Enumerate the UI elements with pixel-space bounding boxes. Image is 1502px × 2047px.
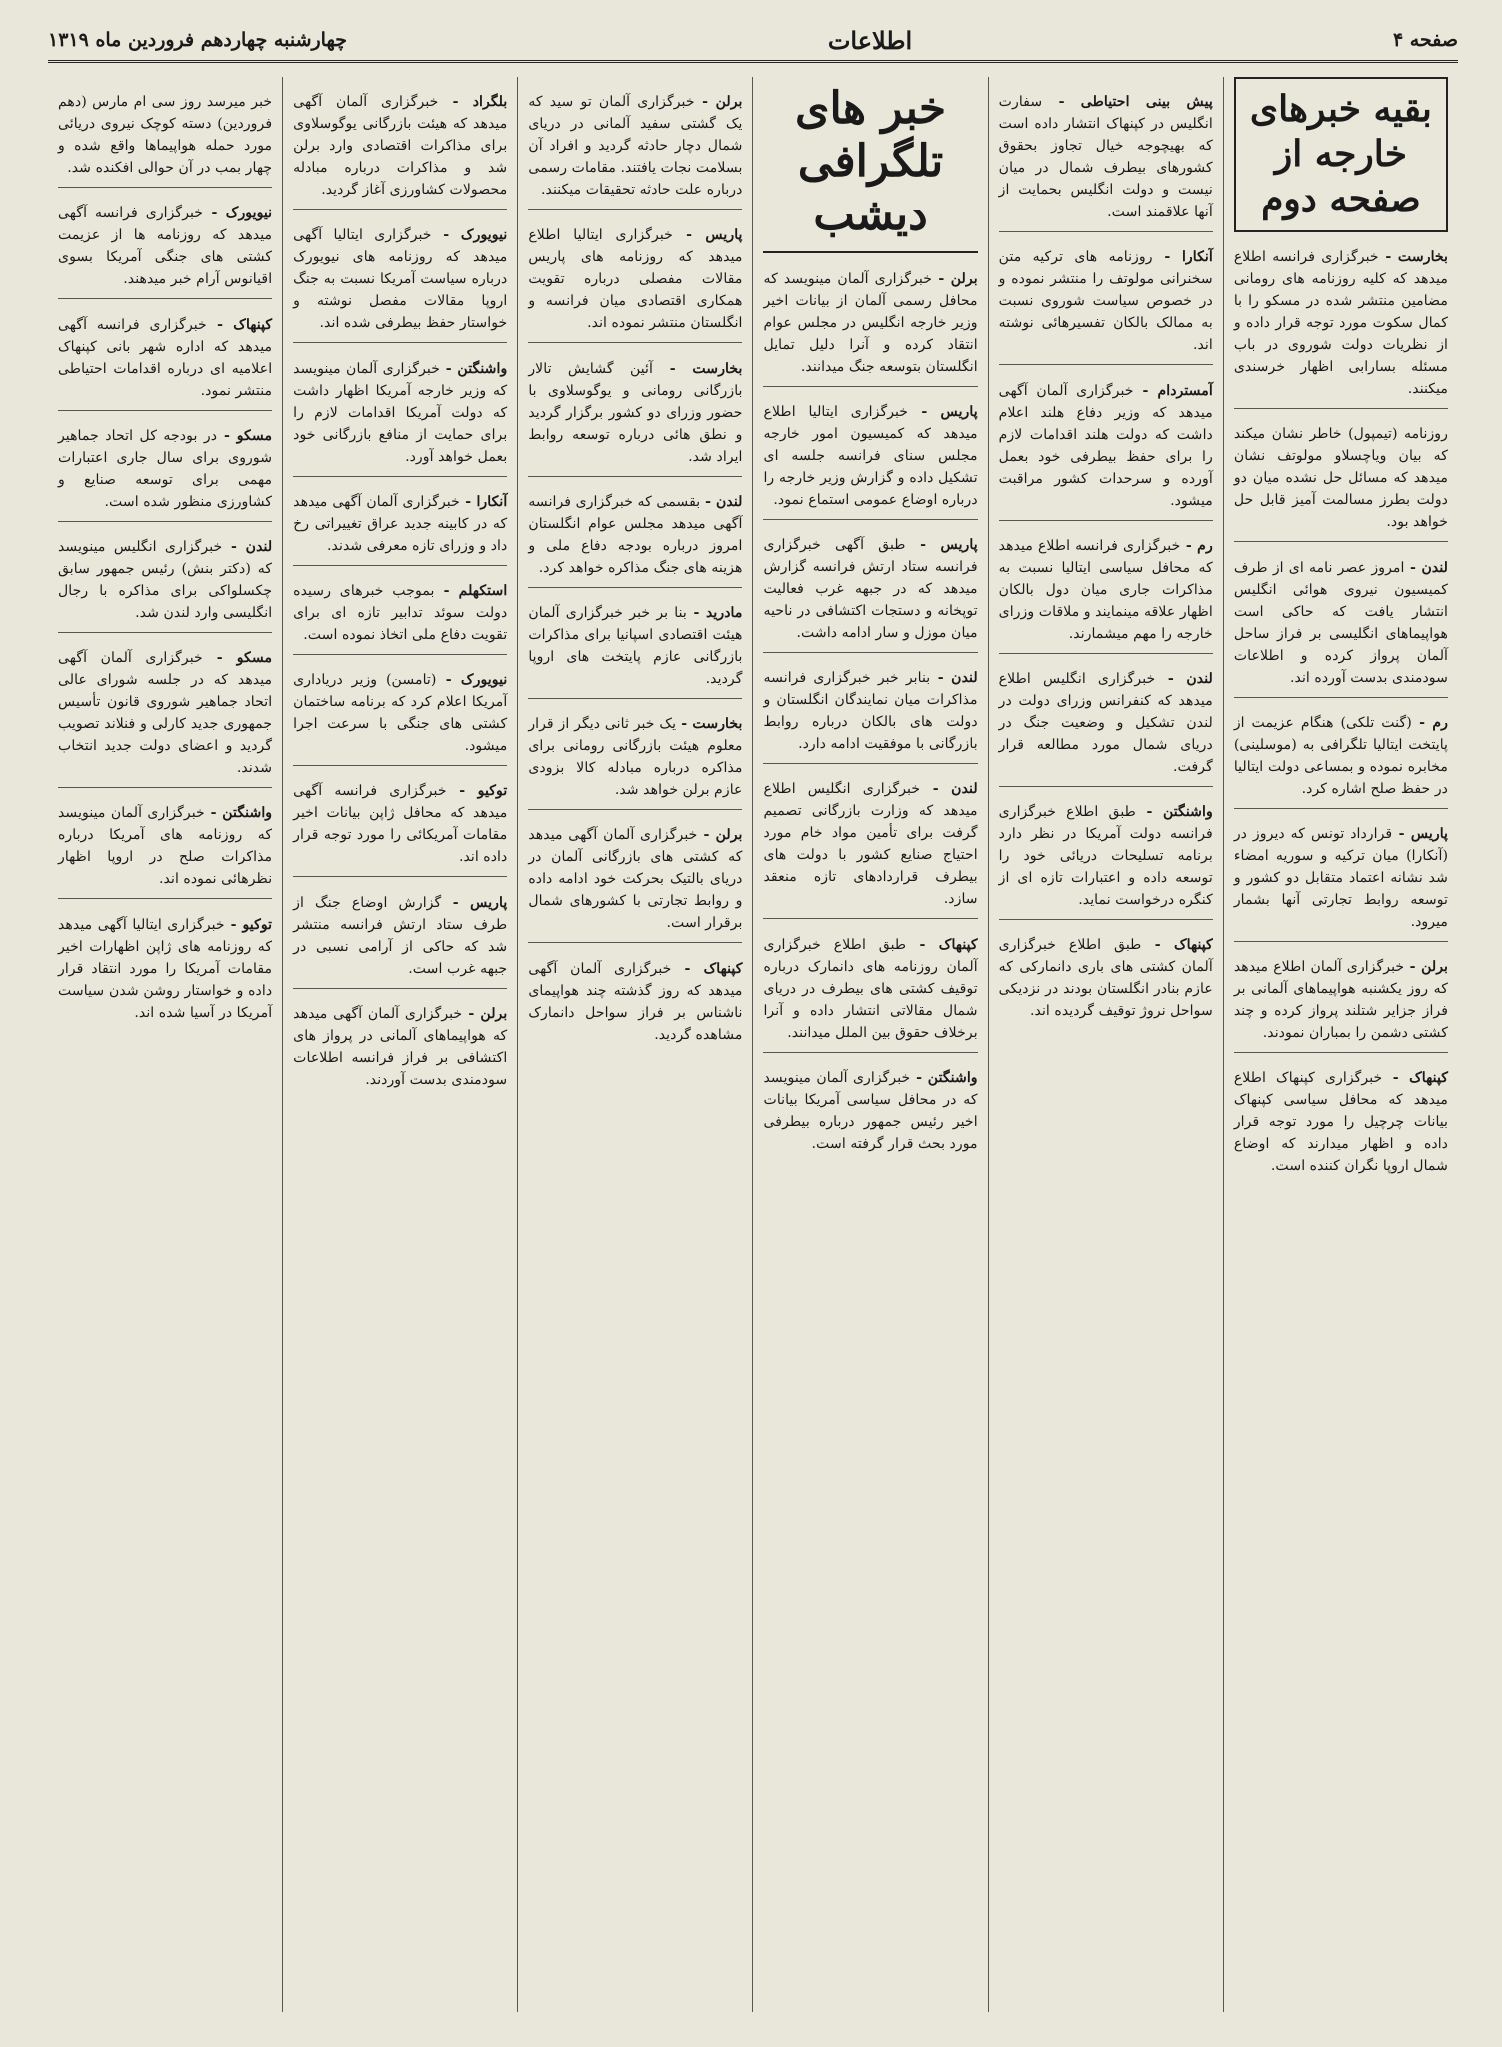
column-1-body: [1234, 246, 1448, 1177]
item-divider: [763, 386, 977, 387]
news-dateline: آنکارا -: [459, 493, 508, 510]
item-divider: [763, 918, 977, 919]
news-item: [528, 713, 742, 801]
news-text: خبرگزاری ایتالیا اطلاع میدهد که کمیسیون امور خارجه مجلس سنای فرانسه جلسه ای تشکیل داده و گزارش وزیر خارجه را درباره اوضاع عمومی استماع نمود.: [763, 403, 978, 508]
news-dateline: پاریس -: [1392, 825, 1448, 842]
item-divider: [763, 763, 977, 764]
news-dateline: برلن -: [931, 270, 978, 287]
item-divider: [1234, 1052, 1448, 1053]
news-text: بموجب خبرهای رسیده دولت سوئد تدابیر تازه ای برای تقویت دفاع ملی اتخاذ نموده است.: [293, 582, 508, 643]
news-item: [1234, 956, 1448, 1044]
news-dateline: رم -: [1411, 714, 1448, 731]
item-divider: [58, 298, 272, 299]
news-text: بنا بر خبر خبرگزاری آلمان هیئت اقتصادی اسپانیا برای مذاکرات بازرگانی عازم پایتخت های اروپا گردید.: [528, 604, 743, 687]
news-text: خبرگزاری آلمان مینویسد که در محافل سیاسی آمریکا بیانات اخیر رئیس جمهور درباره بیطرفی مورد بحث قرار گرفته است.: [763, 1069, 978, 1152]
news-item: [293, 780, 507, 868]
news-dateline: بخارست -: [676, 716, 743, 733]
news-text: خبرگزاری آلمان مینویسد که محافل رسمی آلمان از بیانات اخیر وزیر خارجه انگلیس در مجلس عوام انتقاد کرده و آنرا دلیل تمایل انگلستان بتوسعه جنگ میدانند.: [763, 270, 978, 375]
news-dateline: نیویورک -: [203, 205, 273, 222]
news-text: خبرگزاری کپنهاک اطلاع میدهد که محافل سیاسی کپنهاک بیانات چرچیل را مورد توجه قرار داده و اظهار میدارند که اوضاع شمال اروپا نگران کننده است.: [1233, 1070, 1448, 1175]
news-dateline: بخارست -: [652, 360, 743, 377]
article-columns: [48, 77, 1458, 2012]
news-dateline: پاریس -: [905, 536, 978, 553]
news-text: خبرگزاری آلمان آگهی میدهد که روز گذشته چند هواپیمای ناشناس بر فراز سواحل دانمارک مشاهده گردید.: [528, 960, 743, 1043]
news-text: خبرگزاری انگلیس اطلاع میدهد که وزارت بازرگانی تصمیم گرفت برای تأمین مواد خام مورد احتیاج صنایع کشور با دولت های بیطرف قراردادهای تازه منعقد سازد.: [763, 781, 978, 908]
item-divider: [528, 476, 742, 477]
news-item: [763, 667, 977, 755]
news-text: خبرگزاری آلمان آگهی میدهد که در جلسه شورای عالی اتحاد جماهیر شوروی قانون تأسیس جمهوری جدید کارلی و فنلاند تصویب گردید و اعضای دولت جدید انتخاب شدند.: [57, 650, 273, 777]
headline-telegraph-news: خبر های تلگرافی دیشب: [763, 77, 977, 253]
news-text: خبرگزاری آلمان تو سید که یک گشتی سفید آلمانی در دریای شمال دچار حادثه گردید و افراد آن بسلامت نجات یافتند. مقامات رسمی درباره علت حادثه تحقیقات میکنند.: [528, 94, 743, 199]
news-item: [293, 669, 507, 757]
news-item: [528, 491, 742, 579]
news-text: سفارت انگلیس در کپنهاک انتشار داده است که بهیچوجه خیال تجاوز بحقوق کشورهای بیطرف شمال در میان نیست و دولت انگلیس بحمایت از آنها علاقمند است.: [998, 94, 1213, 221]
news-text: روزنامه های ترکیه متن سخنرانی مولوتف را منتشر نموده و در خصوص سیاست شوروی نسبت به ممالک بالکان تفسیرهائی نوشته اند.: [998, 249, 1213, 354]
news-item: [58, 202, 272, 290]
news-dateline: واشنگتن -: [1135, 804, 1213, 821]
news-dateline: کپنهاک -: [906, 936, 978, 953]
news-item: [763, 778, 977, 910]
news-item: [763, 934, 977, 1044]
news-dateline: لندن -: [222, 538, 273, 555]
column-4-body: [528, 91, 742, 1045]
news-item: [528, 958, 742, 1046]
column-3: [752, 77, 987, 2012]
news-item: [1234, 712, 1448, 800]
news-item: [1234, 1067, 1448, 1177]
item-divider: [58, 632, 272, 633]
news-dateline: لندن -: [700, 493, 743, 510]
news-text: گزارش اوضاع جنگ از طرف ستاد ارتش فرانسه منتشر شد که حاکی از آرامی نسبی در جبهه غرب است.: [293, 894, 508, 977]
news-item: [58, 425, 272, 513]
news-item: [293, 1003, 507, 1091]
news-dateline: استکهلم -: [434, 582, 508, 599]
news-text: خبرگزاری آلمان آگهی میدهد که هیئت بازرگانی یوگوسلاوی برای مذاکرات اقتصادی وارد برلن شد و مذاکرات درباره مبادله محصولات کشاورزی آغاز گردید.: [293, 94, 508, 199]
news-text: خبر میرسد روز سی ام مارس (دهم فروردین) دسته کوچک نیروی دریائی مورد حمله هواپیماها واقع شده و چهار بمب در آن حوالی افکنده شد.: [57, 94, 273, 177]
news-item: [1234, 823, 1448, 933]
news-dateline: لندن -: [1155, 670, 1213, 687]
news-text: خبرگزاری ایتالیا اطلاع میدهد که روزنامه های پاریس مقالات مفصلی درباره تقویت همکاری اقتصادی میان فرانسه و انگلستان منتشر نموده اند.: [528, 227, 743, 332]
item-divider: [1234, 808, 1448, 809]
news-item: [293, 358, 507, 468]
news-item: [293, 224, 507, 334]
news-text: خبرگزاری فرانسه آگهی میدهد که محافل ژاپن بیانات اخیر مقامات آمریکائی را مورد توجه قرار داده اند.: [293, 783, 508, 866]
news-text: (گنت تلکی) هنگام عزیمت از پایتخت ایتالیا تلگرافی به (موسلینی) مخابره نموده و بمساعی دولت ایتالیا در حفظ صلح اشاره کرد.: [1233, 714, 1448, 797]
news-text: خبرگزاری آلمان آگهی میدهد که کشتی های بازرگانی آلمان در دریای بالتیک بحرکت خود ادامه داده و روابط تجارتی با کشورهای شمال برقرار است.: [528, 827, 743, 932]
column-2: [988, 77, 1223, 2012]
news-text: یک خبر ثانی دیگر از قرار معلوم هیئت بازرگانی رومانی برای مذاکره درباره مبادله کالا بزودی عازم برلن خواهد شد.: [528, 716, 743, 799]
item-divider: [528, 942, 742, 943]
news-item: [999, 934, 1213, 1022]
item-divider: [293, 988, 507, 989]
news-item: [999, 91, 1213, 223]
item-divider: [763, 652, 977, 653]
item-divider: [1234, 941, 1448, 942]
item-divider: [528, 342, 742, 343]
news-dateline: برلن -: [694, 94, 743, 111]
news-item: [58, 536, 272, 624]
item-divider: [528, 587, 742, 588]
news-text: در بودجه کل اتحاد جماهیر شوروی برای سال جاری اعتبارات مهمی برای توسعه صنایع و کشاورزی منظور شده است.: [57, 427, 273, 510]
item-divider: [58, 410, 272, 411]
column-6-body: [58, 91, 272, 1023]
news-item: [1234, 423, 1448, 533]
news-dateline: بلگراد -: [438, 94, 508, 111]
item-divider: [763, 519, 977, 520]
news-text: خبرگزاری آلمان آگهی میدهد که وزیر دفاع هلند اعلام داشت که دولت هلند اقدامات لازم را برای حفظ بیطرفی خود بعمل آورده و سرحدات کشور مراقبت میشود.: [998, 382, 1213, 509]
news-text: خبرگزاری آلمان اطلاع میدهد که روز یکشنبه هواپیماهای آلمانی بر فراز جزایر شتلند پرواز کرده و چند کشتی دشمن را بمباران نمودند.: [1233, 959, 1448, 1042]
news-dateline: مسکو -: [217, 427, 273, 444]
news-dateline: واشنگتن -: [204, 805, 273, 822]
item-divider: [528, 209, 742, 210]
news-item: [528, 602, 742, 690]
issue-date: چهارشنبه چهاردهم فروردین ماه ۱۳۱۹: [48, 29, 347, 51]
item-divider: [999, 919, 1213, 920]
item-divider: [999, 786, 1213, 787]
news-item: [999, 535, 1213, 645]
news-dateline: بخارست -: [1378, 249, 1448, 266]
news-text: خبرگزاری آلمان مینویسد که وزیر خارجه آمریکا اظهار داشت که دولت آمریکا اقدامات لازم را برای حمایت از منافع بازرگانی خود بعمل خواهد آورد.: [293, 360, 508, 465]
item-divider: [293, 209, 507, 210]
news-text: طبق اطلاع خبرگزاری آلمان روزنامه های دانمارک درباره توقیف کشتی های بیطرف در دریای شمال مقالاتی انتشار داده و آنرا برخلاف حقوق بین الملل میدانند.: [763, 936, 978, 1041]
news-text: طبق اطلاع خبرگزاری آلمان کشتی های باری دانمارکی که عازم بنادر انگلستان بودند در نزدیکی سواحل نروژ توقیف گردیده اند.: [998, 937, 1213, 1020]
news-item: [999, 380, 1213, 512]
column-5: [282, 77, 517, 2012]
news-item: [528, 824, 742, 934]
news-item: [1234, 246, 1448, 400]
news-dateline: برلن -: [462, 1005, 508, 1022]
news-item: [528, 224, 742, 334]
news-text: (تامسن) وزیر دریاداری آمریکا اعلام کرد که برنامه ساختمان کشتی های جنگی با سرعت اجرا میشود.: [293, 672, 508, 755]
item-divider: [58, 787, 272, 788]
news-text: خبرگزاری انگلیس مینویسد که (دکتر بنش) رئیس جمهور سابق چکسلواکی برای مذاکره با رجال انگلیسی وارد لندن شد.: [57, 538, 273, 621]
news-item: [763, 534, 977, 644]
news-text: خبرگزاری ایتالیا آگهی میدهد که روزنامه های نیویورک درباره سیاست آمریکا نسبت به جنگ اروپا مقالات مفصل نوشته و خواستار حفظ بیطرفی شده اند.: [293, 227, 508, 332]
item-divider: [293, 476, 507, 477]
news-text: خبرگزاری فرانسه اطلاع میدهد که کلیه روزنامه های رومانی مضامین منتشر شده در مسکو را با کمال سکوت مورد توجه قرار داده و از نظریات دولت شوروی در باب مسئله بسارابی اظهار خرسندی میکنند.: [1233, 249, 1448, 398]
news-text: روزنامه (تیمپول) خاطر نشان میکند که بیان ویاچسلاو مولوتف نشان میدهد که مسائل حل نشده میان دو دولت بطرز مسالمت آمیز قابل حل خواهد بود.: [1233, 426, 1448, 531]
news-dateline: نیویورک -: [431, 227, 508, 244]
news-text: قرارداد تونس که دیروز در (آنکارا) میان ترکیه و سوریه امضاء شد نشانه اعتماد متقابل دو کشور و توسعه روابط تجارتی آنها بشمار میرود.: [1233, 825, 1448, 930]
news-text: خبرگزاری آلمان مینویسد که روزنامه های آمریکا درباره مذاکرات صلح در اروپا اظهار نظرهائی نموده اند.: [57, 805, 273, 888]
news-item: [763, 268, 977, 378]
news-text: آئین گشایش تالار بازرگانی رومانی و یوگوسلاوی با حضور وزرای دو کشور برگزار گردید و نطق هائی درباره توسعه روابط ایراد شد.: [528, 360, 743, 465]
news-item: [293, 892, 507, 980]
news-item: [763, 1067, 977, 1155]
column-6: [48, 77, 282, 2012]
news-item: [293, 580, 507, 646]
news-item: [58, 647, 272, 779]
item-divider: [293, 565, 507, 566]
news-dateline: پیش بینی احتیاطی -: [1042, 94, 1213, 111]
item-divider: [1234, 697, 1448, 698]
news-item: [58, 802, 272, 890]
news-dateline: توکیو -: [446, 783, 508, 800]
news-text: طبق اطلاع خبرگزاری فرانسه دولت آمریکا در نظر دارد برنامه تسلیحات دریائی خود را توسعه داده و اعتبارات تازه ای از کنگره درخواست نماید.: [998, 804, 1213, 909]
news-dateline: واشنگتن -: [439, 360, 508, 377]
column-5-body: [293, 91, 507, 1091]
masthead: [48, 20, 1458, 63]
item-divider: [999, 520, 1213, 521]
news-dateline: مادرید -: [686, 604, 743, 621]
item-divider: [528, 809, 742, 810]
item-divider: [293, 876, 507, 877]
news-dateline: آمستردام -: [1133, 382, 1213, 399]
news-item: [528, 358, 742, 468]
item-divider: [763, 1052, 977, 1053]
item-divider: [999, 364, 1213, 365]
news-dateline: رم -: [1180, 537, 1213, 554]
news-text: خبرگزاری انگلیس اطلاع میدهد که کنفرانس وزرای دولت در لندن تشکیل و وضعیت جنگ در دریای شمال مورد مطالعه قرار گرفت.: [998, 670, 1213, 775]
news-item: [58, 914, 272, 1024]
column-3-body: [763, 268, 977, 1155]
news-dateline: کپنهاک -: [1382, 1070, 1448, 1087]
news-item: [1234, 557, 1448, 689]
news-text: خبرگزاری فرانسه اطلاع میدهد که محافل سیاسی ایتالیا نسبت به مذاکرات جاری میان دول بالکان اظهار علاقه مینمایند و ملاقات وزرای خارجه را مهم میشمارند.: [998, 537, 1213, 642]
news-text: طبق آگهی خبرگزاری فرانسه ستاد ارتش فرانسه گزارش میدهد که در جبهه غرب فعالیت توپخانه و دستجات اکتشافی در ناحیه میان موزل و سار ادامه داشت.: [763, 536, 978, 641]
news-text: خبرگزاری فرانسه آگهی میدهد که روزنامه ها از عزیمت کشتی های جنگی آمریکا بسوی اقیانوس آرام خبر میدهند.: [57, 205, 273, 288]
news-item: [58, 91, 272, 179]
news-dateline: کپنهاک -: [1141, 937, 1213, 954]
item-divider: [1234, 541, 1448, 542]
news-item: [999, 246, 1213, 356]
news-text: خبرگزاری آلمان آگهی میدهد که در کابینه جدید عراق تغییراتی رخ داد و وزرای تازه معرفی شدند.: [293, 493, 508, 554]
item-divider: [1234, 408, 1448, 409]
news-item: [763, 401, 977, 511]
item-divider: [58, 898, 272, 899]
news-text: خبرگزاری آلمان آگهی میدهد که هواپیماهای آلمانی در پرواز های اکتشافی بر فراز فرانسه اطلاعات سودمندی بدست آوردند.: [293, 1005, 508, 1088]
news-item: [293, 491, 507, 557]
item-divider: [293, 765, 507, 766]
news-item: [999, 668, 1213, 778]
news-dateline: لندن -: [1404, 559, 1448, 576]
news-dateline: نیویورک -: [436, 672, 508, 689]
news-dateline: لندن -: [930, 670, 978, 687]
news-dateline: لندن -: [920, 781, 978, 798]
item-divider: [293, 654, 507, 655]
news-text: امروز عصر نامه ای از طرف کمیسیون نیروی هوائی انگلیس انتشار یافت که حاکی است هواپیماهای انگلیسی بر فراز ساحل آلمان پرواز کرده و اطلاعات سودمندی بدست آورده اند.: [1233, 559, 1448, 686]
news-dateline: آنکارا -: [1152, 249, 1213, 266]
news-text: خبرگزاری فرانسه آگهی میدهد که اداره شهر بانی کپنهاک اعلامیه ای درباره اقدامات احتیاطی منتشر نمود.: [57, 316, 273, 399]
item-divider: [58, 187, 272, 188]
item-divider: [528, 698, 742, 699]
column-1: [1223, 77, 1458, 2012]
item-divider: [999, 231, 1213, 232]
news-item: [999, 801, 1213, 911]
news-dateline: مسکو -: [202, 650, 273, 667]
column-4: [517, 77, 752, 2012]
news-dateline: واشنگتن -: [910, 1069, 978, 1086]
item-divider: [999, 653, 1213, 654]
item-divider: [293, 342, 507, 343]
page-label: صفحه ۴: [1392, 29, 1458, 51]
headline-foreign-news: بقیه خبرهای خارجه از صفحه دوم: [1234, 77, 1448, 232]
news-dateline: کپنهاک -: [671, 960, 743, 977]
news-dateline: توکیو -: [224, 916, 273, 933]
paper-name: اطلاعات: [827, 25, 913, 55]
news-dateline: کپنهاک -: [206, 316, 273, 333]
news-dateline: برلن -: [697, 827, 743, 844]
news-dateline: پاریس -: [908, 403, 978, 420]
news-dateline: پاریس -: [441, 894, 508, 911]
news-text: خبرگزاری ایتالیا آگهی میدهد که روزنامه های ژاپن اظهارات اخیر مقامات آمریکا را مورد انتقاد قرار داده و خواستار روشن شدن سیاست آمریکا در آسیا شده اند.: [57, 916, 273, 1021]
news-item: [293, 91, 507, 201]
news-item: [58, 314, 272, 402]
column-2-body: [999, 91, 1213, 1022]
news-dateline: برلن -: [1404, 959, 1448, 976]
news-text: بنابر خبر خبرگزاری فرانسه مذاکرات میان نمایندگان انگلستان و دولت های بالکان درباره روابط بازرگانی با موفقیت ادامه دارد.: [763, 670, 978, 753]
item-divider: [58, 521, 272, 522]
news-text: بقسمی که خبرگزاری فرانسه آگهی میدهد مجلس عوام انگلستان امروز درباره بودجه دفاع ملی و هزینه های جنگ مذاکره خواهد کرد.: [528, 493, 743, 576]
news-dateline: پاریس -: [672, 227, 743, 244]
news-item: [528, 91, 742, 201]
